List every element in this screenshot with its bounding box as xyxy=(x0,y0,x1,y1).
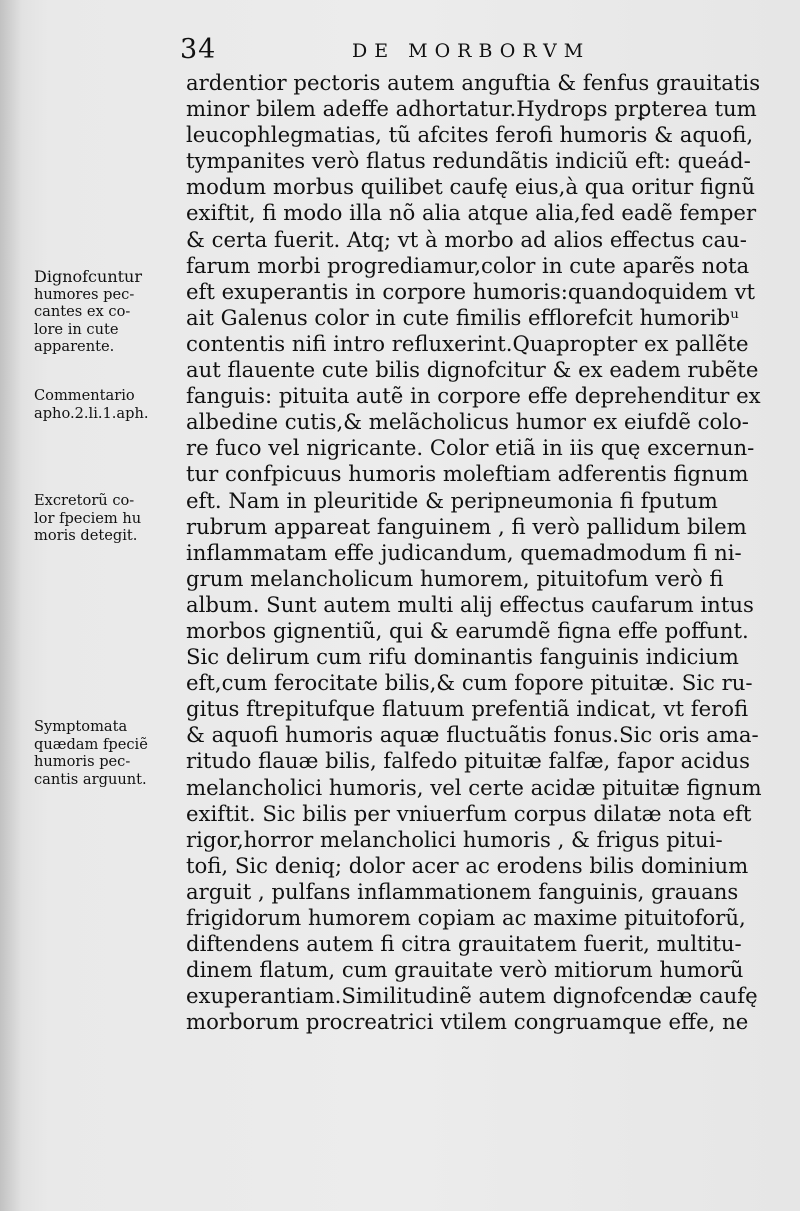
body-text xyxy=(186,70,764,1035)
text-line: rigor,horror melancholici humoris , & frigus pitui- xyxy=(186,826,723,852)
marginal-note-line: lore in cute xyxy=(34,320,119,338)
text-line: tympanites verò flatus redundãtis indiciũ eft: queád- xyxy=(186,148,751,174)
text-line: arguit , pulfans inflammationem fanguinis, grauans xyxy=(186,878,739,904)
text-line: gitus ftrepitufque flatuum prefentiã indicat, vt ferofi xyxy=(186,696,749,722)
marginal-note-line: quædam fpeciẽ xyxy=(34,735,148,753)
text-line: exuperantiam.Similitudinẽ autem dignofcendæ caufę xyxy=(186,983,758,1009)
text-line: minor bilem adeffe adhortatur.Hydrops prꝑterea tum xyxy=(186,96,757,122)
page-gutter-shadow xyxy=(0,0,22,1211)
text-line: modum morbus quilibet caufę eius,à qua oritur fignũ xyxy=(186,174,756,200)
text-line: melancholici humoris, vel certe acidæ pituitæ fignum xyxy=(186,774,762,800)
marginal-note-line: moris detegit. xyxy=(34,527,138,544)
text-line: re fuco vel nigricante. Color etiã in iis quę excernun- xyxy=(186,435,755,461)
marginal-note-line: Excretorũ co- xyxy=(34,492,135,509)
marginal-note-line: humoris pec- xyxy=(34,753,131,770)
running-head: DE MORBORVM xyxy=(352,40,591,62)
marginal-note-1 xyxy=(34,268,184,356)
text-line: frigidorum humorem copiam ac maxime pituitoforũ, xyxy=(186,905,746,930)
marginal-note-line: apparente. xyxy=(34,338,115,355)
marginal-note-line: Dignofcuntur xyxy=(34,267,142,286)
text-line: inflammatam effe judicandum, quemadmodum fi ni- xyxy=(186,539,742,565)
text-line: eft,cum ferocitate bilis,& cum fopore pituitæ. Sic ru- xyxy=(186,670,753,696)
marginal-note-line: lor fpeciem hu xyxy=(34,509,142,527)
marginal-note-line: cantes ex co- xyxy=(34,303,131,320)
text-line: eft exuperantis in corpore humoris:quandoquidem vt xyxy=(186,278,756,304)
text-line: diftendens autem fi citra grauitatem fuerit, multitu- xyxy=(186,931,742,957)
page-number: 34 xyxy=(180,34,217,65)
text-line: morbos gignentiũ, qui & earumdẽ figna effe poffunt. xyxy=(186,617,749,643)
text-line: aut flauente cute bilis dignofcitur & ex eadem rubẽte xyxy=(186,357,759,383)
text-line: ritudo flauæ bilis, falfedo pituitæ falfæ, fapor acidus xyxy=(186,748,751,774)
text-line: & certa fuerit. Atq; vt à morbo ad alios effectus cau- xyxy=(186,226,747,252)
text-line: exiftit. Sic bilis per vniuerfum corpus dilatæ nota eft xyxy=(186,800,752,826)
text-line: morborum procreatrici vtilem congruamque effe, ne xyxy=(186,1009,749,1035)
text-line: grum melancholicum humorem, pituitofum verò fi xyxy=(186,565,724,591)
text-line: Sic delirum cum rifu dominantis fanguinis indicium xyxy=(186,644,739,670)
marginal-note-line: Commentario xyxy=(34,387,135,404)
text-line: farum morbi progrediamur,color in cute aparẽs nota xyxy=(186,252,750,278)
text-line: ardentior pectoris autem anguftia & fenfus grauitatis xyxy=(186,70,761,95)
marginal-note-line: cantis arguunt. xyxy=(34,770,147,788)
marginal-note-line: apho.2.li.1.aph. xyxy=(34,404,149,422)
text-line: album. Sunt autem multi alij effectus caufarum intus xyxy=(186,591,754,617)
text-line: contentis nifi intro refluxerint.Quapropter ex pallẽte xyxy=(186,330,749,356)
text-line: albedine cutis,& melãcholicus humor ex eiufdẽ colo- xyxy=(186,409,749,435)
text-line: eft. Nam in pleuritide & peripneumonia fi fputum xyxy=(186,487,718,513)
text-line: & aquofi humoris aquæ fluctuãtis fonus.Sic oris ama- xyxy=(186,722,759,748)
marginal-note-line: Symptomata xyxy=(34,718,128,735)
text-line: exiftit, fi modo illa nõ alia atque alia,fed eadẽ femper xyxy=(186,200,757,226)
marginal-note-2 xyxy=(34,387,184,422)
text-line: dinem flatum, cum grauitate verò mitiorum humorũ xyxy=(186,957,744,983)
text-line: tofi, Sic deniq; dolor acer ac erodens bilis dominium xyxy=(186,852,749,878)
marginal-note-line: humores pec- xyxy=(34,285,135,303)
text-line: leucophlegmatias, tũ afcites ferofi humoris & aquofi, xyxy=(186,122,754,148)
page-header xyxy=(180,30,760,70)
marginal-note-4 xyxy=(34,718,184,788)
text-line: ait Galenus color in cute fimilis efflorefcit humoribᵘ xyxy=(186,304,739,330)
text-line: rubrum appareat fanguinem , fi verò pallidum bilem xyxy=(186,513,747,539)
text-line: fanguis: pituita autẽ in corpore effe deprehenditur ex xyxy=(186,383,761,409)
marginal-note-3 xyxy=(34,492,184,545)
text-line: tur confpicuus humoris moleftiam adferentis fignum xyxy=(186,461,749,487)
